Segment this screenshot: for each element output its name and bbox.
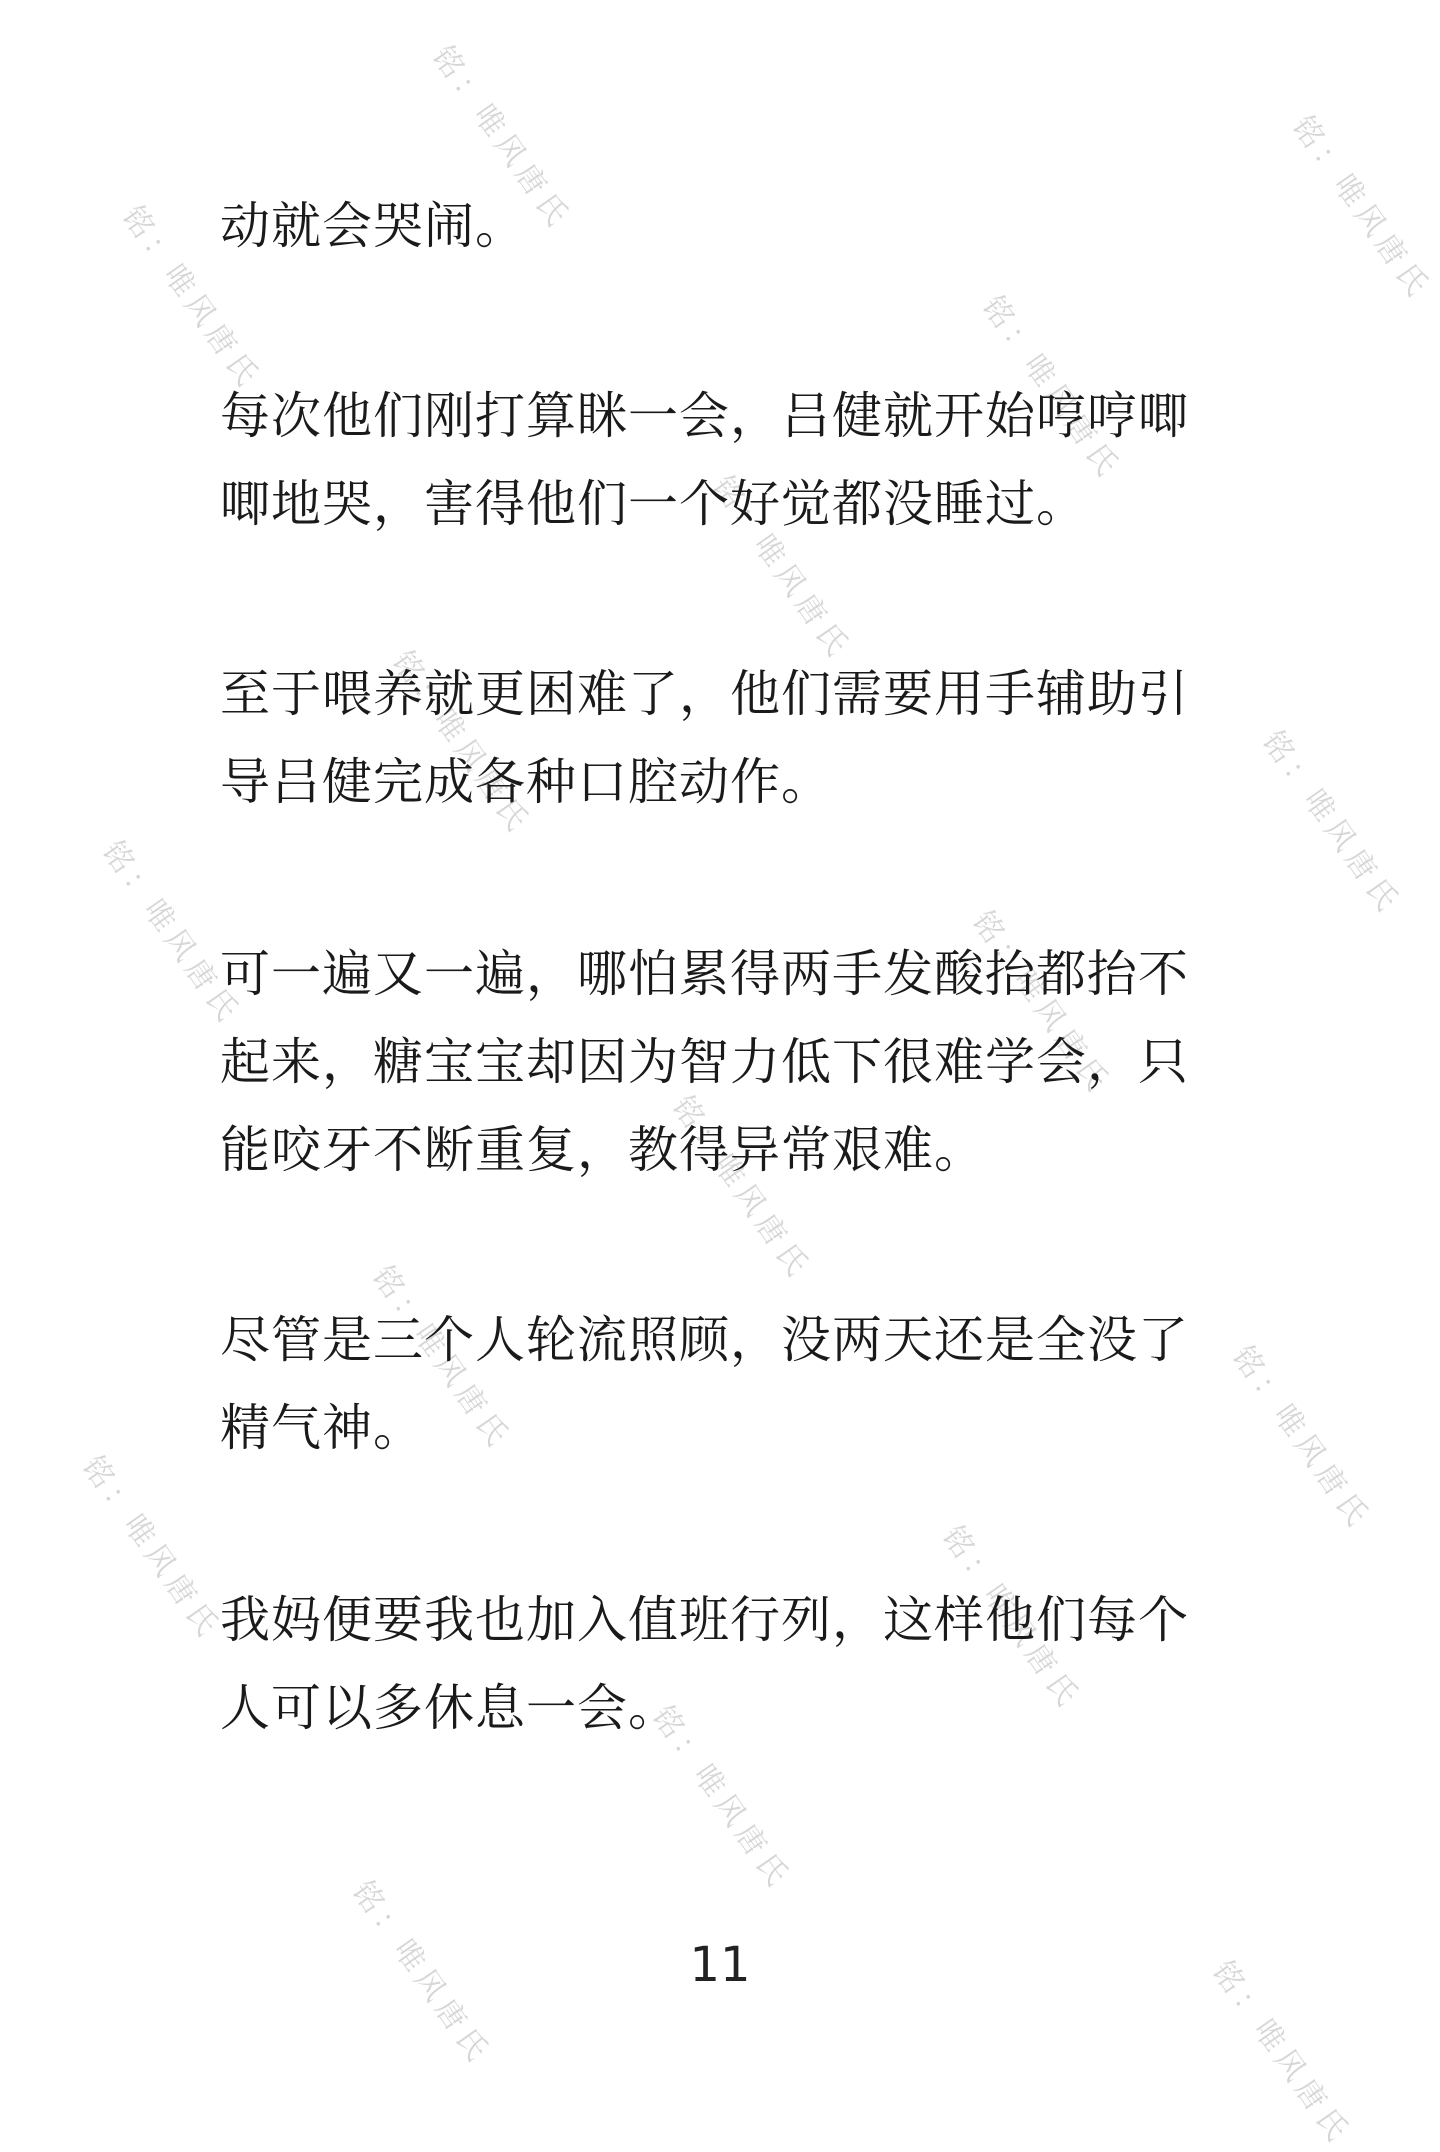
watermark: 铭：唯风唐氏	[424, 39, 578, 237]
watermark: 铭：唯风唐氏	[934, 1519, 1088, 1717]
watermark: 铭：唯风唐氏	[1224, 1339, 1378, 1537]
watermark: 铭：唯风唐氏	[664, 1089, 818, 1287]
paragraph: 动就会哭闹。	[220, 197, 526, 255]
watermark: 铭：唯风唐氏	[974, 289, 1128, 487]
watermark: 铭：唯风唐氏	[384, 644, 538, 842]
watermark: 铭：唯风唐氏	[644, 1699, 798, 1897]
page-number: 11	[689, 1937, 751, 1993]
watermark: 铭：唯风唐氏	[704, 469, 858, 667]
paragraph: 至于喂养就更困难了，他们需要用手辅助引导吕健完成各种口腔动作。	[220, 665, 1189, 811]
watermark: 铭：唯风唐氏	[364, 1259, 518, 1457]
paragraph: 尽管是三个人轮流照顾，没两天还是全没了精气神。	[220, 1311, 1189, 1457]
paragraph: 我妈便要我也加入值班行列，这样他们每个人可以多休息一会。	[220, 1591, 1189, 1737]
watermark: 铭：唯风唐氏	[114, 199, 268, 397]
watermark: 铭：唯风唐氏	[1284, 109, 1438, 307]
watermark: 铭：唯风唐氏	[74, 1449, 228, 1647]
paragraph: 可一遍又一遍，哪怕累得两手发酸抬都抬不起来，糖宝宝却因为智力低下很难学会，只能咬牙不断重复，教得异常艰难。	[220, 945, 1189, 1179]
watermark: 铭：唯风唐氏	[344, 1874, 498, 2072]
watermark: 铭：唯风唐氏	[1254, 724, 1408, 922]
watermark: 铭：唯风唐氏	[1204, 1954, 1358, 2152]
watermark: 铭：唯风唐氏	[94, 834, 248, 1032]
watermark: 铭：唯风唐氏	[964, 904, 1118, 1102]
paragraph: 每次他们刚打算眯一会，吕健就开始哼哼唧唧地哭，害得他们一个好觉都没睡过。	[220, 387, 1189, 533]
